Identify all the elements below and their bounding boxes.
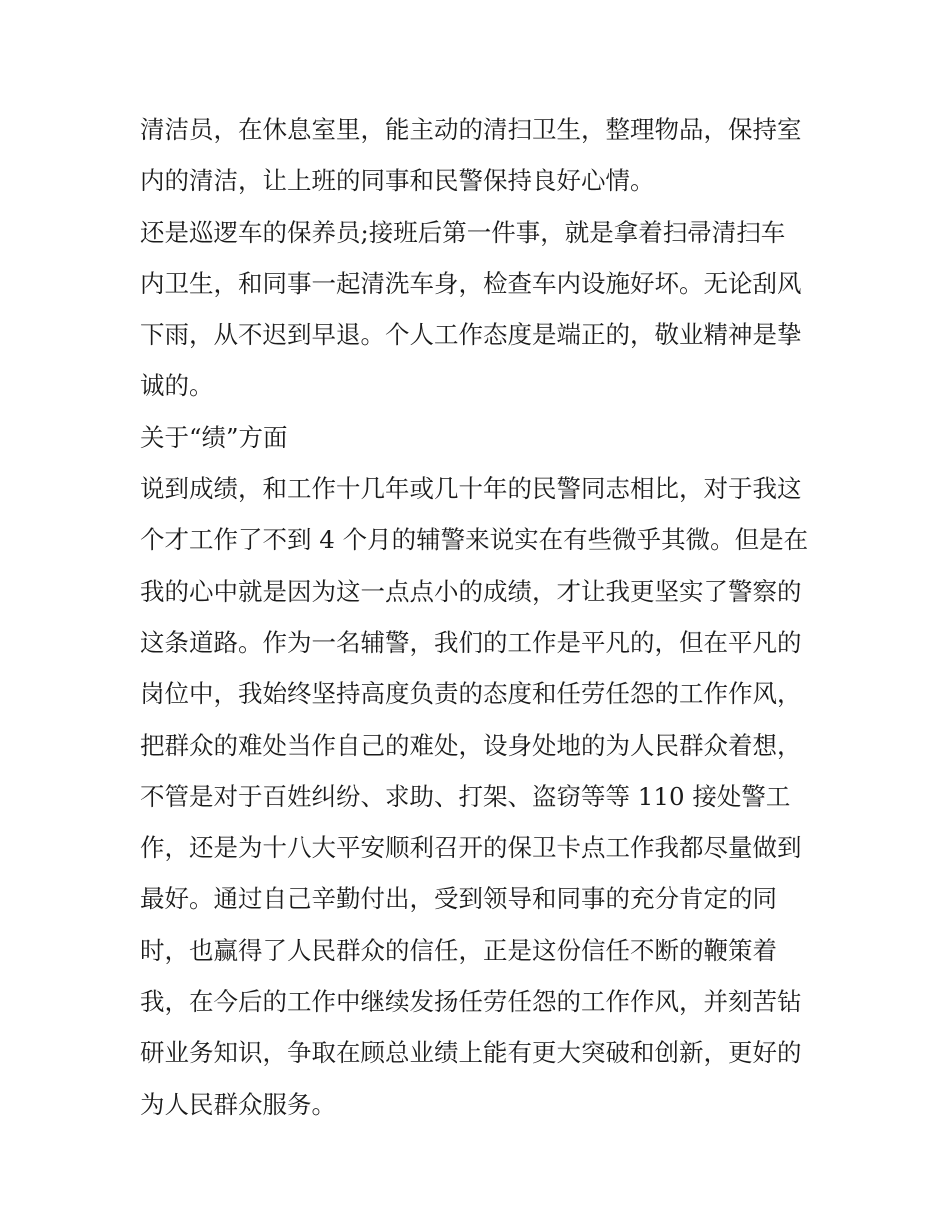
text-line: 把群众的难处当作自己的难处，设身处地的为人民群众着想， bbox=[140, 730, 802, 760]
text-line: 内的清洁，让上班的同事和民警保持良好心情。 bbox=[140, 166, 655, 196]
text-line: 我，在今后的工作中继续发扬任劳任怨的工作作风，并刻苦钻 bbox=[140, 987, 802, 1017]
text-line: 这条道路。作为一名辅警，我们的工作是平凡的，但在平凡的 bbox=[140, 627, 802, 657]
text-line: 说到成绩，和工作十几年或几十年的民警同志相比，对于我这 bbox=[140, 474, 802, 504]
text-line: 下雨，从不迟到早退。个人工作态度是端正的，敬业精神是挚 bbox=[140, 320, 802, 350]
section-heading: 关于“绩”方面 bbox=[140, 422, 288, 452]
text-line: 个才工作了不到 4 个月的辅警来说实在有些微乎其微。但是在 bbox=[140, 525, 809, 555]
text-line: 诚的。 bbox=[140, 371, 214, 401]
text-line: 研业务知识，争取在顾总业绩上能有更大突破和创新，更好的 bbox=[140, 1038, 802, 1068]
text-line: 最好。通过自己辛勤付出，受到领导和同事的充分肯定的同 bbox=[140, 884, 777, 914]
text-line: 清洁员，在休息室里，能主动的清扫卫生，整理物品，保持室 bbox=[140, 115, 802, 144]
document-body bbox=[140, 104, 820, 1130]
text-line: 我的心中就是因为这一点点小的成绩，才让我更坚实了警察的 bbox=[140, 576, 802, 606]
text-line: 作，还是为十八大平安顺利召开的保卫卡点工作我都尽量做到 bbox=[140, 833, 802, 863]
text-line: 不管是对于百姓纠纷、求助、打架、盗窃等等 110 接处警工 bbox=[140, 781, 791, 811]
text-line: 还是巡逻车的保养员;接班后第一件事，就是拿着扫帚清扫车 bbox=[140, 217, 786, 247]
text-line: 为人民群众服务。 bbox=[140, 1089, 336, 1119]
text-line: 时，也赢得了人民群众的信任，正是这份信任不断的鞭策着 bbox=[140, 935, 777, 965]
text-line: 内卫生，和同事一起清洗车身，检查车内设施好坏。无论刮风 bbox=[140, 268, 802, 298]
text-line: 岗位中，我始终坚持高度负责的态度和任劳任怨的工作作风， bbox=[140, 679, 802, 709]
